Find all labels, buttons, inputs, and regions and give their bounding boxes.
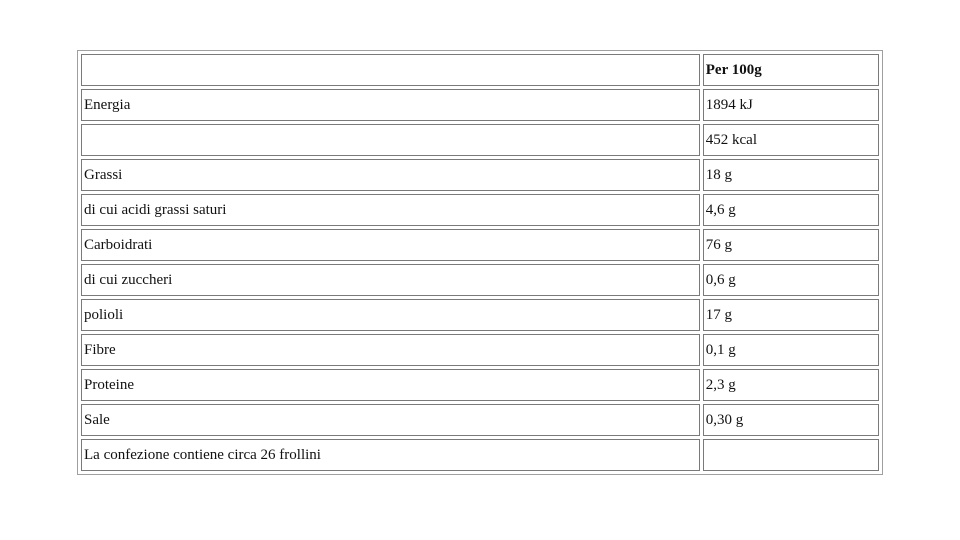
table-row xyxy=(81,229,879,261)
nutrient-value-cell: 76 g xyxy=(703,229,879,261)
nutrient-name-cell: di cui acidi grassi saturi xyxy=(81,194,700,226)
nutrient-name-cell: Carboidrati xyxy=(81,229,700,261)
table-row xyxy=(81,404,879,436)
nutrient-value-cell: 0,30 g xyxy=(703,404,879,436)
nutrient-name-cell: Energia xyxy=(81,89,700,121)
table-row xyxy=(81,334,879,366)
nutrition-table xyxy=(77,50,883,475)
nutrient-name-cell: Proteine xyxy=(81,369,700,401)
nutrient-value-cell: 1894 kJ xyxy=(703,89,879,121)
nutrient-value-cell: 0,1 g xyxy=(703,334,879,366)
nutrient-name-cell: Sale xyxy=(81,404,700,436)
nutrient-name-cell xyxy=(81,124,700,156)
table-header-row xyxy=(81,54,879,86)
table-row xyxy=(81,369,879,401)
table-row xyxy=(81,194,879,226)
table-row xyxy=(81,159,879,191)
nutrient-value-cell: 452 kcal xyxy=(703,124,879,156)
nutrient-name-cell: polioli xyxy=(81,299,700,331)
header-value-cell: Per 100g xyxy=(703,54,879,86)
nutrient-value-cell: 4,6 g xyxy=(703,194,879,226)
nutrient-value-cell: 2,3 g xyxy=(703,369,879,401)
nutrient-name-cell: Grassi xyxy=(81,159,700,191)
table-row xyxy=(81,299,879,331)
empty-value-cell xyxy=(703,439,879,471)
nutrient-name-cell: Fibre xyxy=(81,334,700,366)
nutrient-value-cell: 18 g xyxy=(703,159,879,191)
package-note-cell: La confezione contiene circa 26 frollini xyxy=(81,439,700,471)
nutrient-name-cell: di cui zuccheri xyxy=(81,264,700,296)
header-name-cell xyxy=(81,54,700,86)
table-row xyxy=(81,439,879,471)
table-row xyxy=(81,89,879,121)
nutrient-value-cell: 17 g xyxy=(703,299,879,331)
table-row xyxy=(81,124,879,156)
nutrient-value-cell: 0,6 g xyxy=(703,264,879,296)
table-row xyxy=(81,264,879,296)
